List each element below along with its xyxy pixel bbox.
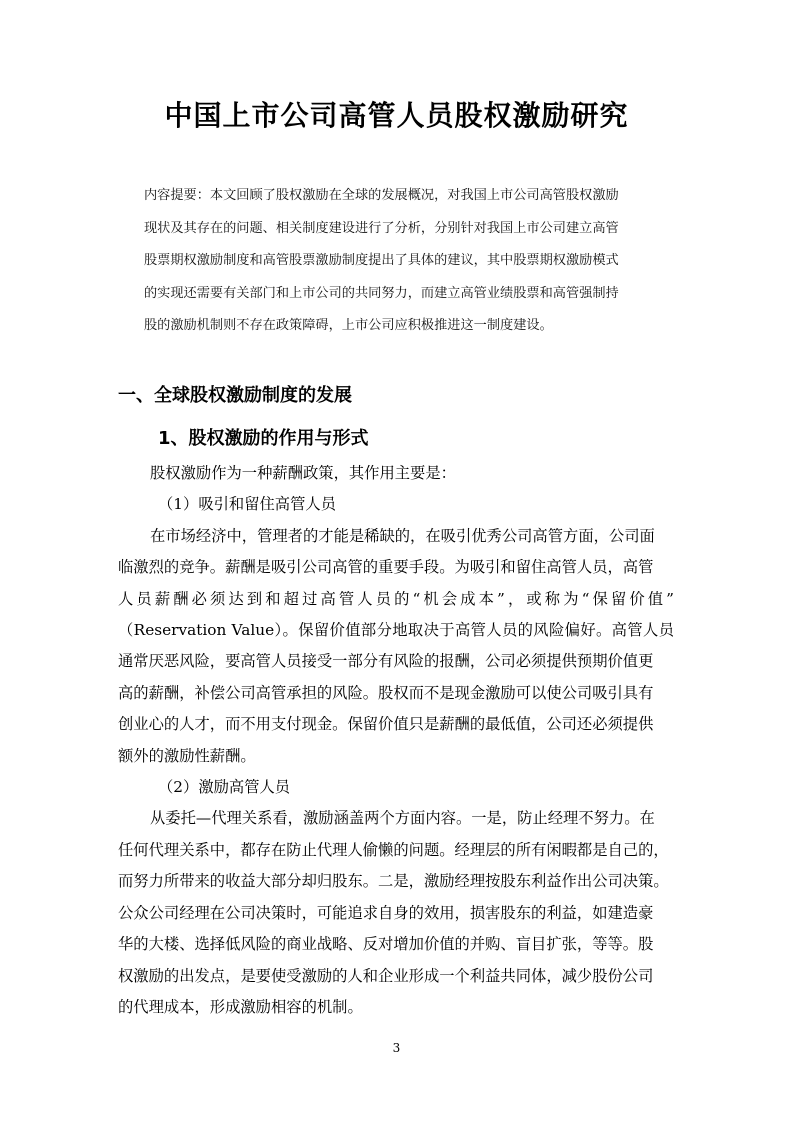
paragraph-line: 权激励的出发点，是要使受激励的人和企业形成一个利益共同体，减少股份公司 xyxy=(118,966,654,985)
paragraph-line: 华的大楼、选择低风险的商业战略、反对增加价值的并购、盲目扩张，等等。股 xyxy=(118,935,654,954)
body-intro: 股权激励作为一种薪酬政策，其作用主要是： xyxy=(150,464,456,482)
paragraph-line: 额外的激励性薪酬。 xyxy=(118,746,256,765)
page-number: 3 xyxy=(392,1041,401,1055)
abstract xyxy=(144,180,664,343)
paragraph-line: 从委托—代理关系看，激励涵盖两个方面内容。一是，防止经理不努力。在 xyxy=(150,809,655,828)
paragraph-line: 高的薪酬，补偿公司高管承担的风险。股权而不是现金激励可以使公司吸引具有 xyxy=(118,683,654,702)
section-heading: 一、全球股权激励制度的发展 xyxy=(118,385,352,406)
abstract-line: 股的激励机制则不存在政策障碍，上市公司应积极推进这一制度建设。 xyxy=(144,318,553,333)
document-title: 中国上市公司高管人员股权激励研究 xyxy=(164,99,629,132)
paragraph-line: 临激烈的竞争。薪酬是吸引公司高管的重要手段。为吸引和留住高管人员，高管 xyxy=(118,558,654,577)
abstract-line: 的实现还需要有关部门和上市公司的共同努力，而建立高管业绩股票和高管强制持 xyxy=(144,285,619,301)
paragraph-line: 公众公司经理在公司决策时，可能追求自身的效用，损害股东的利益，如建造豪 xyxy=(118,903,654,922)
abstract-line: 现状及其存在的问题、相关制度建设进行了分析，分别针对我国上市公司建立高管 xyxy=(144,220,619,236)
paragraph-line: 而努力所带来的收益大部分却归股东。二是，激励经理按股东利益作出公司决策。 xyxy=(118,872,669,891)
item-heading: （1）吸引和留住高管人员 xyxy=(158,495,336,514)
subsection-heading: 1、股权激励的作用与形式 xyxy=(158,428,369,449)
paragraph-line: 人员薪酬必须达到和超过高管人员的“机会成本”，或称为“保留价值” xyxy=(118,589,674,608)
paragraph-line: 创业心的人才，而不用支付现金。保留价值只是薪酬的最低值，公司还必须提供 xyxy=(118,715,654,734)
paragraph-line: 在市场经济中，管理者的才能是稀缺的，在吸引优秀公司高管方面，公司面 xyxy=(150,526,655,545)
paragraph-line: 通常厌恶风险，要高管人员接受一部分有风险的报酬，公司必须提供预期价值更 xyxy=(118,652,654,671)
abstract-line: 股票期权激励制度和高管股票激励制度提出了具体的建议，其中股票期权激励模式 xyxy=(144,253,619,268)
abstract-line: 内容提要：本文回顾了股权激励在全球的发展概况，对我国上市公司高管股权激励 xyxy=(144,188,619,203)
paragraph-line: 的代理成本，形成激励相容的机制。 xyxy=(118,997,363,1016)
paragraph-line: （Reservation Value）。保留价值部分地取决于高管人员的风险偏好。高管人员 xyxy=(118,621,674,640)
paragraph-line: 任何代理关系中，都存在防止代理人偷懒的问题。经理层的所有闲暇都是自己的， xyxy=(118,840,669,859)
item-heading: （2）激励高管人员 xyxy=(158,778,291,797)
body-text xyxy=(118,458,674,1023)
